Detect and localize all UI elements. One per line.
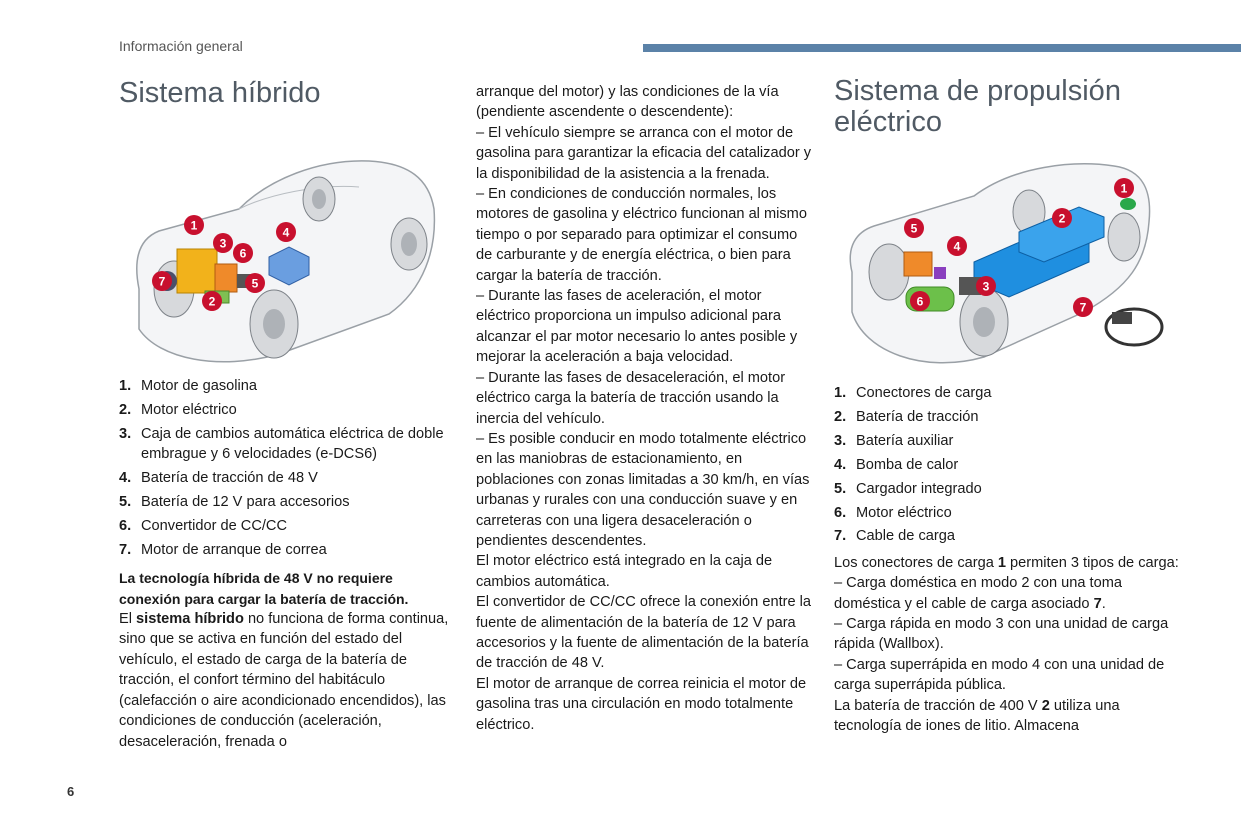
electric-legend xyxy=(834,383,1179,547)
charging-mode-fast: – Carga rápida en modo 3 con una unidad de carga rápida (Wallbox). xyxy=(834,616,1169,653)
svg-text:5: 5 xyxy=(910,221,918,236)
callout-3 xyxy=(976,276,996,296)
gearbox-block xyxy=(215,264,237,292)
body-paragraph: – El vehículo siempre se arranca con el motor de gasolina para garantizar la eficacia del catalizador y la disponibilidad de la asistencia a la frenada. xyxy=(476,124,812,182)
legend-item: 4. Bomba de calor xyxy=(834,456,959,473)
legend-item: 2. Batería de tracción xyxy=(834,408,979,425)
section-label: Información general xyxy=(119,38,243,54)
body-paragraph: – En condiciones de conducción normales, los motores de gasolina y eléctrico funcionan al mismo tiempo o por separado para optimizar el consumo de carburante y de energía eléctrica, o bien para cargar la batería de tracción. xyxy=(476,186,807,284)
legend-item: 5. Cargador integrado xyxy=(834,480,982,497)
electric-column xyxy=(834,76,1179,737)
rear-right-hub xyxy=(401,232,417,256)
callout-5 xyxy=(245,273,265,293)
legend-item: 3. Batería auxiliar xyxy=(834,432,954,449)
callout-1 xyxy=(1114,178,1134,198)
hybrid-title: Sistema híbrido xyxy=(119,77,321,109)
callout-4 xyxy=(947,236,967,256)
svg-text:3: 3 xyxy=(219,236,227,251)
header-accent-bar xyxy=(643,44,1241,52)
hybrid-legend xyxy=(119,376,449,560)
hybrid-car-svg xyxy=(119,139,439,364)
heat-pump-block xyxy=(934,267,946,279)
callout-2 xyxy=(1052,208,1072,228)
charge-port xyxy=(1120,198,1136,210)
body-paragraph: El motor de arranque de correa reinicia el motor de gasolina tras una circulación en modo totalmente eléctrico. xyxy=(476,675,807,733)
hybrid-paragraph: El sistema híbrido no funciona de forma continua, sino que se activa en función del estado del vehículo, el estado de carga de la batería de tracción, el confort término del habitáculo (calefacción o aire acondicionado encendidos), las condiciones de conducción (aceleración, desaceleración, frenada o xyxy=(119,611,449,750)
page-number: 6 xyxy=(67,784,75,799)
body-paragraph: arranque del motor) y las condiciones de la vía (pendiente ascendente o descendente): xyxy=(476,84,779,121)
electric-title: Sistema de propulsión eléctrico xyxy=(834,75,1121,138)
body-paragraph: El motor eléctrico está integrado en la caja de cambios automática. xyxy=(476,553,773,590)
callout-3 xyxy=(213,233,233,253)
electric-car-svg xyxy=(834,152,1174,367)
body-paragraph: – Durante las fases de desaceleración, el motor eléctrico carga la batería de tracción usando la inercia del vehículo. xyxy=(476,369,786,427)
svg-text:3: 3 xyxy=(982,279,990,294)
svg-text:2: 2 xyxy=(208,294,216,309)
svg-text:6: 6 xyxy=(239,246,247,261)
charging-cable xyxy=(1106,309,1162,345)
battery-paragraph: La batería de tracción de 400 V 2 utiliza una tecnología de iones de litio. Almacena xyxy=(834,697,1120,735)
callout-1 xyxy=(184,215,204,235)
callout-6 xyxy=(233,243,253,263)
legend-item: 3. Caja de cambios automática eléctrica de doble embrague y 6 velocidades (e-DCS6) xyxy=(119,425,444,463)
svg-text:6: 6 xyxy=(916,294,924,309)
front-left-wheel xyxy=(869,244,909,300)
body-paragraph: – Durante las fases de aceleración, el motor eléctrico proporciona un impulso adicional para alcanzar el par motor necesario lo antes posible y mejorar la aceleración a baja velocidad. xyxy=(476,288,798,366)
legend-item: 2. Motor eléctrico xyxy=(119,401,237,418)
charging-mode-ultrafast: – Carga superrápida en modo 4 con una unidad de carga superrápida pública. xyxy=(834,656,1165,694)
svg-text:1: 1 xyxy=(190,218,198,233)
svg-text:4: 4 xyxy=(953,239,961,254)
callout-6 xyxy=(910,291,930,311)
legend-item: 5. Batería de 12 V para accesorios xyxy=(119,494,350,511)
callout-2 xyxy=(202,291,222,311)
legend-item: 7. Motor de arranque de correa xyxy=(119,541,327,558)
electric-car-illustration xyxy=(834,152,1174,367)
hybrid-note: La tecnología híbrida de 48 V no requiere conexión para cargar la batería de tracción. xyxy=(119,570,409,607)
charging-mode-domestic: – Carga doméstica en modo 2 con una toma doméstica y el cable de carga asociado 7. xyxy=(834,575,1122,612)
front-right-hub xyxy=(973,307,995,337)
svg-text:4: 4 xyxy=(282,225,290,240)
callout-7 xyxy=(152,271,172,291)
hybrid-car-illustration xyxy=(119,139,439,364)
svg-text:7: 7 xyxy=(158,274,166,289)
legend-item: 6. Motor eléctrico xyxy=(834,504,952,521)
callout-5 xyxy=(904,218,924,238)
body-paragraph: El convertidor de CC/CC ofrece la conexión entre la fuente de alimentación de la batería de 12 V para accesorios y la fuente de alimentación de la batería de tracción de 48 V. xyxy=(476,594,812,672)
onboard-charger-block xyxy=(904,252,932,276)
svg-text:1: 1 xyxy=(1120,181,1128,196)
callout-4 xyxy=(276,222,296,242)
callout-7 xyxy=(1073,297,1093,317)
rear-left-hub xyxy=(312,189,326,209)
legend-item: 4. Batería de tracción de 48 V xyxy=(119,470,318,487)
legend-item: 6. Convertidor de CC/CC xyxy=(119,517,287,534)
legend-item: 7. Cable de carga xyxy=(834,528,955,545)
body-paragraph: – Es posible conducir en modo totalmente eléctrico en las maniobras de estacionamiento, en poblaciones con zonas limitadas a 30 km/h, en vías urbanas y rurales con una conducción suave y en carreteras con una ligera desaceleración o pendientes descendentes. xyxy=(476,430,810,549)
svg-text:5: 5 xyxy=(251,276,259,291)
front-right-hub xyxy=(263,309,285,339)
svg-text:7: 7 xyxy=(1079,300,1087,315)
svg-text:2: 2 xyxy=(1058,211,1066,226)
hybrid-column xyxy=(119,76,449,752)
legend-item: 1. Conectores de carga xyxy=(834,385,992,401)
charging-intro: Los conectores de carga 1 permiten 3 tipos de carga: xyxy=(834,554,1179,571)
engine-block xyxy=(177,249,217,293)
middle-column xyxy=(476,82,816,735)
rear-right-wheel xyxy=(1108,213,1140,261)
legend-item: 1. Motor de gasolina xyxy=(119,378,258,394)
